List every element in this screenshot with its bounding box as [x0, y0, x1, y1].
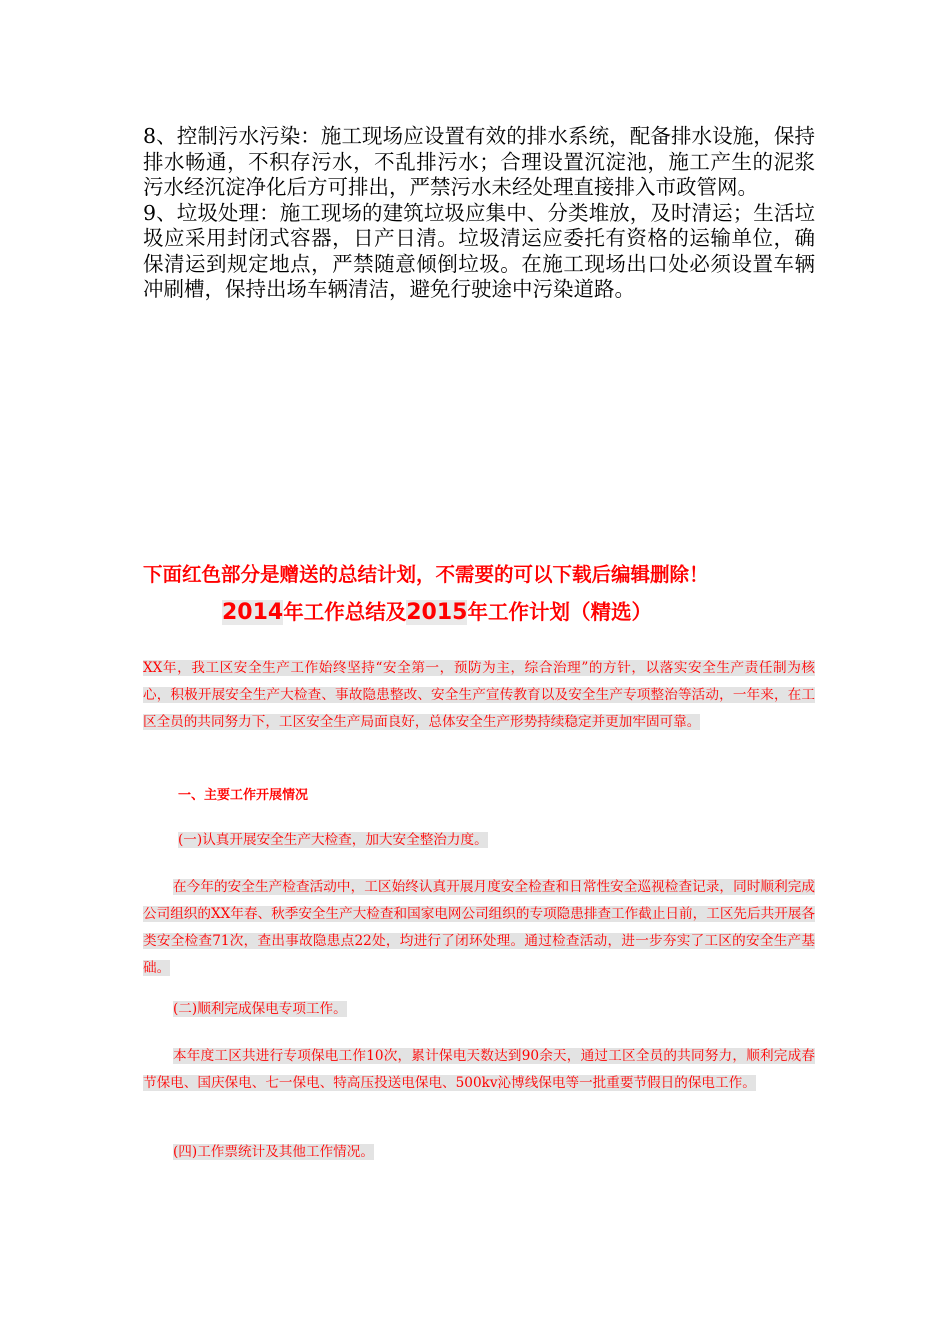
subsection-1-heading-text: (一)认真开展安全生产大检查，加大安全整治力度。 — [178, 832, 488, 848]
intro-paragraph — [143, 655, 815, 736]
item-9-garbage-disposal: 9、垃圾处理：施工现场的建筑垃圾应集中、分类堆放，及时清运；生活垃圾应采用封闭式容器，日产日清。垃圾清运应委托有资格的运输单位，确保清运到规定地点，严禁随意倾倒垃圾。在施工现场出口处必须设置车辆冲刷槽，保持出场车辆清洁，避免行驶途中污染道路。 — [143, 200, 815, 301]
item-8-wastewater-control: 8、控制污水污染：施工现场应设置有效的排水系统，配备排水设施，保持排水畅通，不积存污水，不乱排污水；合理设置沉淀池，施工产生的泥浆污水经沉淀净化后方可排出，严禁污水未经处理直接排入市政管网。 — [143, 124, 815, 199]
subsection-1-heading — [178, 828, 488, 852]
subsection-1-paragraph — [143, 874, 815, 982]
subsection-2-heading — [143, 997, 347, 1021]
section-1-heading: 一、主要工作开展情况 — [178, 788, 309, 803]
document-title — [222, 597, 782, 628]
subsection-2-heading-text: (二)顺利完成保电专项工作。 — [173, 1001, 347, 1017]
subsection-2-paragraph — [143, 1043, 815, 1097]
subsection-1-paragraph-text: 在今年的安全生产检查活动中，工区始终认真开展月度安全检查和日常性安全巡视检查记录，同时顺利完成公司组织的XX年春、秋季安全生产大检查和国家电网公司组织的专项隐患排查工作截止日前，工区先后共开展各类安全检查71次，查出事故隐患点22处，均进行了闭环处理。通过检查活动，进一步夯实了工区的安全生产基础。 — [143, 879, 815, 976]
title-year-2014: 2014 — [222, 600, 284, 625]
environment-measures-section — [143, 124, 815, 303]
intro-paragraph-text: XX年，我工区安全生产工作始终坚持“安全第一，预防为主，综合治理”的方针，以落实安全生产责任制为核心，积极开展安全生产大检查、事故隐患整改、安全生产宣传教育以及安全生产专项整治等活动，一年来，在工区全员的共同努力下，工区安全生产局面良好，总体安全生产形势持续稳定并更加牢固可靠。 — [143, 660, 815, 730]
subsection-4-heading-text: (四)工作票统计及其他工作情况。 — [173, 1144, 374, 1160]
promo-notice: 下面红色部分是赠送的总结计划，不需要的可以下载后编辑删除！ — [143, 563, 709, 586]
title-year-2015: 2015 — [406, 600, 468, 625]
title-part-1: 年工作总结及 — [283, 600, 407, 624]
title-part-2: 年工作计划（精选） — [467, 600, 652, 624]
subsection-4-heading — [143, 1140, 374, 1164]
subsection-2-paragraph-text: 本年度工区共进行专项保电工作10次，累计保电天数达到90余天，通过工区全员的共同努力，顺利完成春节保电、国庆保电、七一保电、特高压投送电保电、500kv沁博线保电等一批重要节假日的保电工作。 — [143, 1048, 815, 1091]
